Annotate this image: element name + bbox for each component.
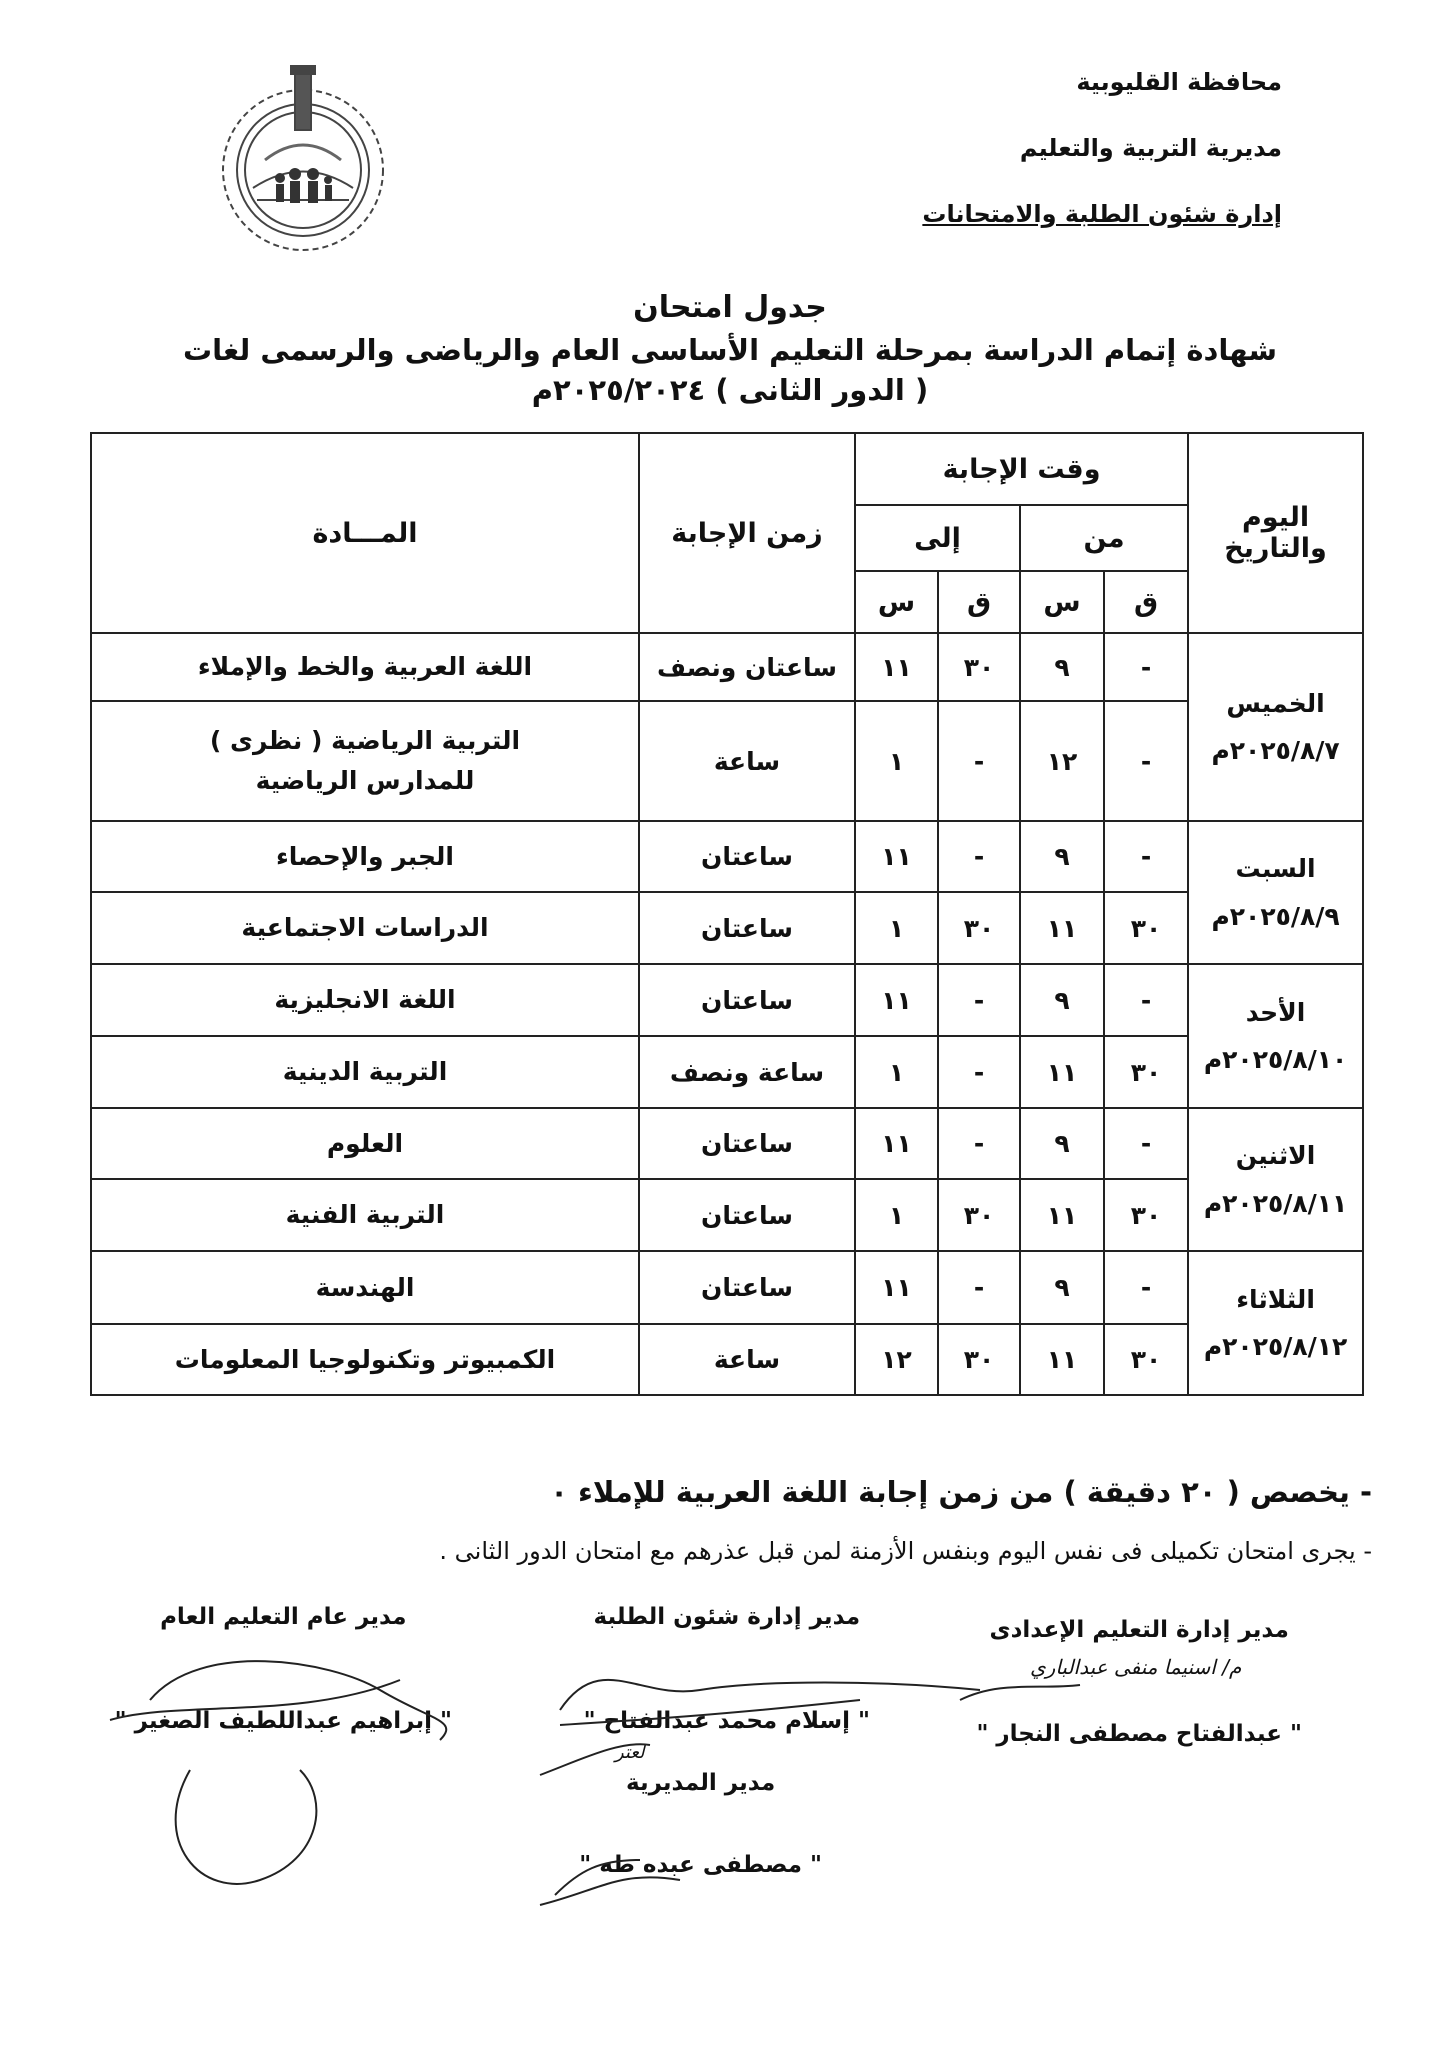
day-name: السبت [1235, 854, 1316, 883]
day-date-header: اليوم والتاريخ [1188, 433, 1363, 633]
note-makeup-exam: - يجرى امتحان تكميلى فى نفس اليوم وبنفس الأزمنة لمن قبل عذرهم مع امتحان الدور الثانى . [439, 1537, 1372, 1565]
handwritten-signature-note: م/ اسنيما منفى عبدالباري [1030, 1655, 1242, 1679]
to-minute-cell: - [938, 1108, 1020, 1179]
duration-cell: ساعتان [639, 821, 855, 892]
to-hour-cell: ١١ [855, 964, 938, 1036]
subject-cell: العلوم [91, 1108, 639, 1179]
from-minute-cell: ٣٠ [1104, 1324, 1188, 1395]
day-name: الاثنين [1235, 1141, 1316, 1170]
from-hour-cell: ٩ [1020, 964, 1104, 1036]
from-minute-cell: - [1104, 1251, 1188, 1324]
duration-cell: ساعتان [639, 1251, 855, 1324]
from-hour-cell: ١١ [1020, 1179, 1104, 1251]
from-header: من [1020, 505, 1188, 571]
to-minute-cell: - [938, 1036, 1020, 1108]
day-date: ٢٠٢٥/٨/٩م [1211, 901, 1340, 931]
to-minute-cell: ٣٠ [938, 892, 1020, 964]
duration-cell: ساعتان [639, 1179, 855, 1251]
duration-cell: ساعتان ونصف [639, 633, 855, 701]
day-date: ٢٠٢٥/٨/١١م [1203, 1188, 1348, 1218]
day-date: ٢٠٢٥/٨/١٢م [1203, 1332, 1348, 1361]
from-minute-cell: - [1104, 633, 1188, 701]
to-hour-cell: ١ [855, 701, 938, 821]
signature-title: مدير إدارة التعليم الإعدادى [989, 1617, 1289, 1643]
from-minute-cell: - [1104, 821, 1188, 892]
signature-title: مدير المديرية [626, 1770, 776, 1796]
to-hour-cell: ١١ [855, 1251, 938, 1324]
subject-cell: الهندسة [91, 1251, 639, 1324]
to-hour-cell: ١١ [855, 821, 938, 892]
signature-title: مدير إدارة شئون الطلبة [593, 1604, 861, 1630]
subject-line-2: للمدارس الرياضية [255, 766, 475, 795]
subject-cell: اللغة الانجليزية [91, 964, 639, 1036]
day-date: ٢٠٢٥/٨/١٠م [1203, 1045, 1348, 1074]
to-minute-cell: - [938, 1251, 1020, 1324]
to-minute-cell: - [938, 701, 1020, 821]
subject-cell: الدراسات الاجتماعية [91, 892, 639, 964]
duration-header: زمن الإجابة [639, 433, 855, 633]
from-hour-cell: ٩ [1020, 1108, 1104, 1179]
subject-cell: الكمبيوتر وتكنولوجيا المعلومات [91, 1324, 639, 1395]
signature-title: مدير عام التعليم العام [160, 1604, 407, 1630]
subject-header: المـــادة [91, 433, 639, 633]
to-hour-cell: ١١ [855, 1108, 938, 1179]
title-line-3: ( الدور الثانى ) ٢٠٢٥/٢٠٢٤م [531, 373, 929, 407]
to-header: إلى [855, 505, 1020, 571]
handwritten-signature-note: لعتر [615, 1742, 645, 1763]
note-dictation: - يخصص ( ٢٠ دقيقة ) من زمن إجابة اللغة العربية للإملاء ٠ [550, 1475, 1372, 1509]
duration-cell: ساعتان [639, 964, 855, 1036]
from-hour-cell: ١١ [1020, 1324, 1104, 1395]
from-hour-cell: ٩ [1020, 821, 1104, 892]
duration-cell: ساعتان [639, 892, 855, 964]
from-hour-cell: ١٢ [1020, 701, 1104, 821]
department-label: إدارة شئون الطلبة والامتحانات [922, 200, 1282, 228]
to-minute-cell: ٣٠ [938, 633, 1020, 701]
to-hour-header: س [855, 571, 938, 633]
signature-name: " مصطفى عبده طه " [579, 1852, 822, 1878]
title-line-2: شهادة إتمام الدراسة بمرحلة التعليم الأساسى العام والرياضى والرسمى لغات [183, 333, 1277, 367]
to-hour-cell: ١ [855, 892, 938, 964]
subject-cell: التربية الدينية [91, 1036, 639, 1108]
day-name: الثلاثاء [1236, 1284, 1315, 1314]
duration-cell: ساعة [639, 1324, 855, 1395]
from-hour-cell: ٩ [1020, 633, 1104, 701]
to-minute-cell: ٣٠ [938, 1179, 1020, 1251]
to-minute-header: ق [938, 571, 1020, 633]
signature-name: " عبدالفتاح مصطفى النجار " [976, 1721, 1302, 1747]
signature-name: " إسلام محمد عبدالفتاح " [583, 1708, 870, 1734]
day-name: الخميس [1226, 688, 1325, 718]
signature-name: " إبراهيم عبداللطيف الصغير " [114, 1708, 452, 1734]
from-hour-cell: ١١ [1020, 892, 1104, 964]
day-name: الأحد [1245, 997, 1306, 1027]
subject-cell: التربية الفنية [91, 1179, 639, 1251]
from-minute-cell: ٣٠ [1104, 892, 1188, 964]
day-date: ٢٠٢٥/٨/٧م [1211, 736, 1340, 765]
from-hour-header: س [1020, 571, 1104, 633]
subject-line-1: التربية الرياضية ( نظرى ) [209, 726, 521, 755]
from-hour-cell: ١١ [1020, 1036, 1104, 1108]
duration-cell: ساعتان [639, 1108, 855, 1179]
from-minute-cell: - [1104, 964, 1188, 1036]
to-minute-cell: ٣٠ [938, 1324, 1020, 1395]
directorate-label: مديرية التربية والتعليم [1019, 134, 1282, 162]
from-minute-header: ق [1104, 571, 1188, 633]
to-hour-cell: ١١ [855, 633, 938, 701]
to-hour-cell: ١ [855, 1179, 938, 1251]
subject-cell: اللغة العربية والخط والإملاء [91, 633, 639, 701]
from-minute-cell: ٣٠ [1104, 1036, 1188, 1108]
to-minute-cell: - [938, 964, 1020, 1036]
to-minute-cell: - [938, 821, 1020, 892]
duration-cell: ساعة ونصف [639, 1036, 855, 1108]
to-hour-cell: ١٢ [855, 1324, 938, 1395]
from-minute-cell: - [1104, 1108, 1188, 1179]
governorate-label: محافظة القليوبية [1076, 68, 1282, 96]
to-hour-cell: ١ [855, 1036, 938, 1108]
from-hour-cell: ٩ [1020, 1251, 1104, 1324]
duration-cell: ساعة [639, 701, 855, 821]
from-minute-cell: ٣٠ [1104, 1179, 1188, 1251]
title-line-1: جدول امتحان [633, 290, 827, 325]
answer-time-header: وقت الإجابة [855, 433, 1188, 505]
from-minute-cell: - [1104, 701, 1188, 821]
subject-cell: الجبر والإحصاء [91, 821, 639, 892]
